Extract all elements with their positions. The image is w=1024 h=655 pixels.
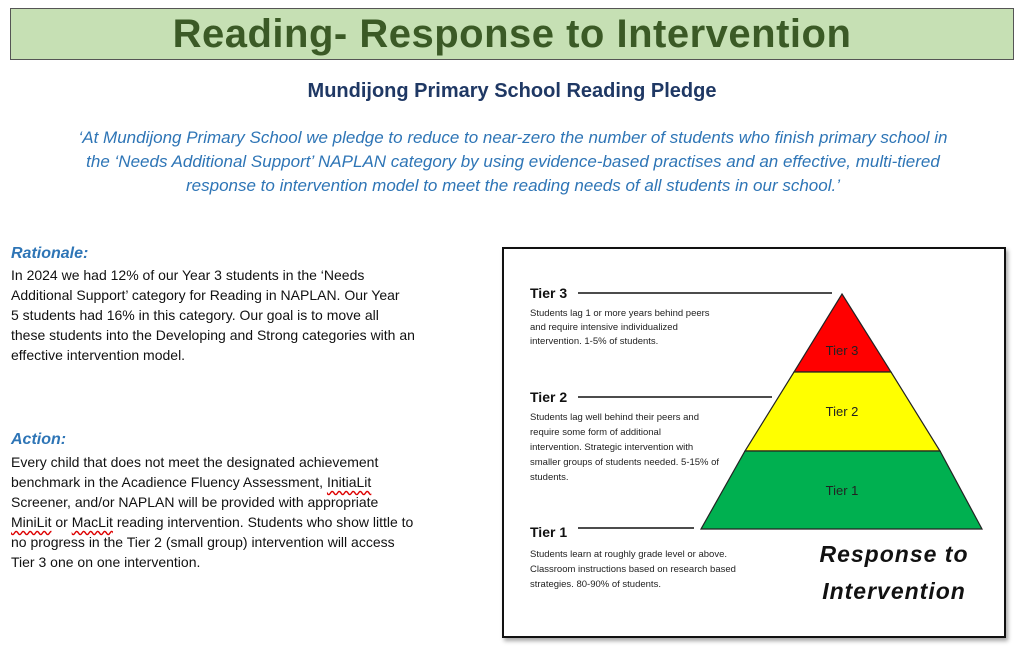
tier3-desc-line: and require intensive individualized [530, 322, 678, 333]
tier2-desc-line: require some form of additional [530, 427, 661, 438]
tier2-desc-line: Students lag well behind their peers and [530, 412, 700, 423]
pledge-quote-line: ‘At Mundijong Primary School we pledge to reduce to near-zero the number of students who finish primary school in [78, 128, 948, 147]
maclit-term: MacLit [71, 514, 113, 530]
tier1-desc-line: Classroom instructions based on research based [530, 564, 736, 575]
diagram-caption-line2: Intervention [822, 578, 966, 604]
rationale-line: effective intervention model. [11, 347, 186, 363]
rationale-line: 5 students had 16% in this category. Our goal is to move all [11, 307, 379, 323]
pyramid-tier2-label: Tier 2 [825, 404, 859, 419]
rationale-line: Additional Support’ category for Reading in NAPLAN. Our Year [11, 287, 400, 303]
tier3-desc-line: intervention. 1-5% of students. [530, 336, 659, 347]
tier2-desc-line: students. [530, 472, 569, 483]
tier2-desc-line: smaller groups of students needed. 5-15% of [530, 457, 720, 468]
screener-term: Screener [11, 494, 68, 510]
page-banner [10, 8, 1014, 60]
rti-pyramid-svg [504, 249, 1004, 636]
action-line: , and/or NAPLAN will be provided with appropriate [67, 494, 379, 510]
side-tier1-label: Tier 1 [530, 524, 568, 540]
page-title: Reading- Response to Intervention [172, 12, 852, 56]
action-line: Every child that does not meet the designated achievement [11, 454, 379, 470]
action-body [11, 452, 489, 572]
minilit-term: MiniLit [11, 514, 52, 530]
rationale-line: In 2024 we had 12% of our Year 3 students in the ‘Needs [11, 267, 365, 283]
action-line: benchmark in the Acadience Fluency Assessment, [11, 474, 327, 490]
pyramid-tier3-label: Tier 3 [825, 343, 859, 358]
side-tier2-label: Tier 2 [530, 389, 568, 405]
tier1-desc-line: strategies. 80-90% of students. [530, 579, 661, 590]
action-line: no progress in the Tier 2 (small group) intervention will access [11, 534, 395, 550]
pledge-title: Mundijong Primary School Reading Pledge [307, 80, 717, 102]
tier3-desc-line: Students lag 1 or more years behind peers [530, 308, 710, 319]
rationale-heading: Rationale: [11, 245, 89, 262]
action-heading: Action: [11, 431, 67, 448]
pyramid-tier1-label: Tier 1 [825, 483, 859, 498]
pledge-quote [18, 126, 1008, 198]
diagram-caption-line1: Response to [819, 541, 969, 567]
action-line: or [51, 514, 72, 530]
pledge-quote-line: the ‘Needs Additional Support’ NAPLAN category by using evidence-based practises and an effective, multi-tiered [86, 152, 940, 171]
pyramid-tier3-band [794, 294, 891, 372]
rationale-body [11, 265, 489, 365]
pledge-quote-line: response to intervention model to meet the reading needs of all students in our school.’ [186, 176, 840, 195]
rti-diagram [502, 247, 1006, 638]
action-line: Tier 3 one on one intervention. [11, 554, 201, 570]
tier1-desc-line: Students learn at roughly grade level or above. [530, 549, 727, 560]
side-tier3-label: Tier 3 [530, 285, 568, 301]
initialit-term: InitiaLit [326, 474, 372, 490]
tier2-desc-line: intervention. Strategic intervention with [530, 442, 694, 453]
action-line: reading intervention. Students who show little to [112, 514, 414, 530]
rationale-line: these students into the Developing and Strong categories with an [11, 327, 415, 343]
